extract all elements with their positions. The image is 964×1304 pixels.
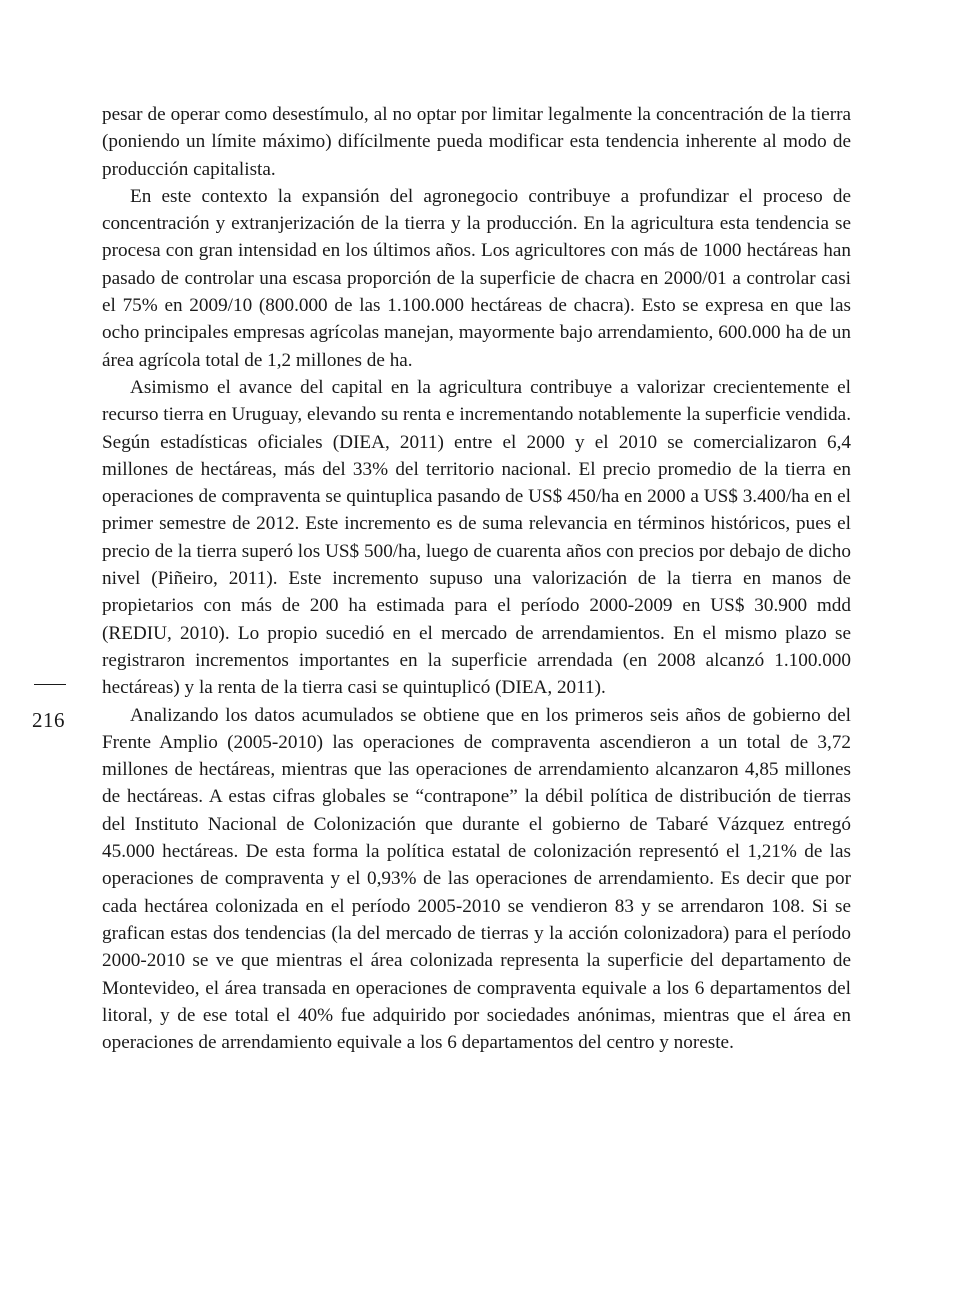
page-number-rule xyxy=(34,684,66,685)
page-number: 216 xyxy=(32,708,65,732)
paragraph-valorizacion: Asimismo el avance del capital en la agricultura contribuye a valorizar crecientemente el recurso tierra en Uruguay, elevando su renta e incrementando notablemente la superficie vendida. Según estadísticas oficiales (DIEA, 2011) entre el 2000 y el 2010 se comercializaron 6,4 millones de hectáreas, más del 33% del territorio nacional. El precio promedio de la tierra en operaciones de compraventa se quintuplica pasando de US$ 450/ha en 2000 a US$ 3.400/ha en el primer semestre de 2012. Este incremento es de suma relevancia en términos históricos, pues el precio de la tierra superó los US$ 500/ha, luego de cuarenta años con precios por debajo de dicho nivel (Piñeiro, 2011). Este incremento supuso una valorización de la tierra en manos de propietarios con más de 200 ha estimada para el período 2000-2009 en US$ 30.900 mdd (REDIU, 2010). Lo propio sucedió en el mercado de arrendamientos. En el mismo plazo se registraron incrementos importantes en la superficie arrendada (en 2008 alcanzó 1.100.000 hectáreas) y la renta de la tierra casi se quintuplicó (DIEA, 2011). xyxy=(102,376,851,699)
body-text xyxy=(102,101,851,1056)
paragraph-agronegocio: En este contexto la expansión del agronegocio contribuye a profundizar el proceso de concentración y extranjerización de la tierra y la producción. En la agricultura esta tendencia se procesa con gran intensidad en los últimos años. Los agricultores con más de 1000 hectáreas han pasado de controlar una escasa proporción de la superficie de chacra en 2000/01 a controlar casi el 75% en 2009/10 (800.000 de las 1.100.000 hectáreas de chacra). Esto se expresa en que las ocho principales empresas agrícolas manejan, mayormente bajo arrendamiento, 600.000 ha de un área agrícola total de 1,2 millones de ha. xyxy=(102,185,851,371)
paragraph-continuation: pesar de operar como desestímulo, al no optar por limitar legalmente la concentración de la tierra (poniendo un límite máximo) difícilmente pueda modificar esta tendencia inherente al modo de producción capitalista. xyxy=(102,104,851,180)
paragraph-frente-amplio: Analizando los datos acumulados se obtiene que en los primeros seis años de gobierno del Frente Amplio (2005-2010) las operaciones de compraventa ascendieron a un total de 3,72 millones de hectáreas, mientras que las operaciones de arrendamiento alcanzaron 4,85 millones de hectáreas. A estas cifras globales se “contrapone” la débil política de distribución de tierras del Instituto Nacional de Colonización que durante el gobierno de Tabaré Vázquez entregó 45.000 hectáreas. De esta forma la política estatal de colonización representó el 1,21% de las operaciones de compraventa y el 0,93% de las operaciones de arrendamiento. Es decir que por cada hectárea colonizada en el período 2005-2010 se vendieron 83 y se arrendaron 108. Si se grafican estas dos tendencias (la del mercado de tierras y la acción colonizadora) para el período 2000-2010 se ve que mientras el área colonizada representa la superficie del departamento de Montevideo, el área transada en operaciones de compraventa equivale a los 6 departamentos del litoral, y de ese total el 40% fue adquirido por sociedades anónimas, mientras que el área en operaciones de arrendamiento equivale a los 6 departamentos del centro y noreste. xyxy=(102,704,851,1054)
